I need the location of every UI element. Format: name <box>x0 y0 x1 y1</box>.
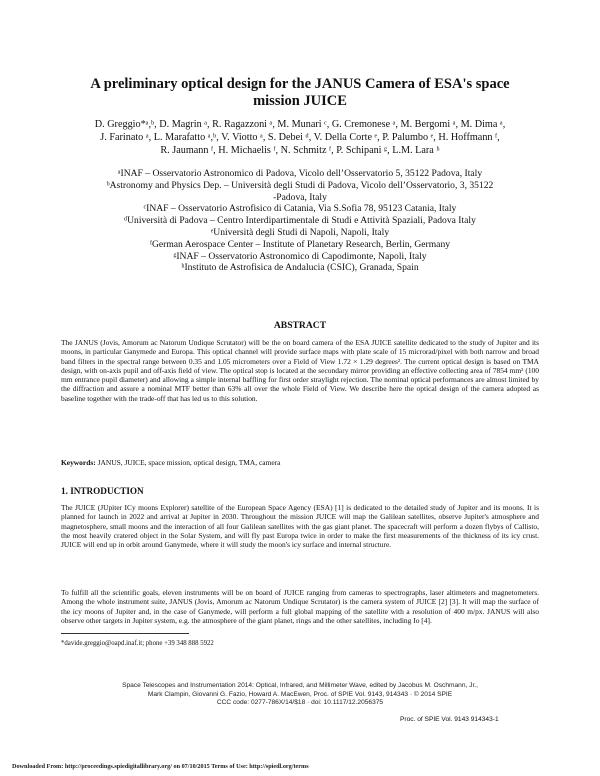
copyright-block <box>80 682 520 708</box>
author-line-3: R. Jaumann ᶠ, H. Michaelis ᶠ, N. Schmitz ᶠ, P. Schipani ᵍ, L.M. Lara ʰ <box>160 145 440 157</box>
intro-paragraph-2: To fulfill all the scientific goals, eleven instruments will be on board of JUICE ranging from cameras to spectrographs, laser altimeters and magnetometers. Among the whole instrument suite, JANUS (Jovis, Amorum ac Natorum Undique Scrutator) is the camera system of JUICE [2] [3]. It will map the surface of the icy moons of Jupiter and, in the case of Ganymede, will perform a full global mapping of the satellite with a resolution of 400 m/px. JANUS will also observe other targets in Jupiter system, e.g. the atmosphere of the giant planet, rings and the other satellites, including Io [4]. <box>61 588 539 625</box>
affiliation-h: ʰInstituto de Astrofisica de Andalucia (CSIC), Granada, Spain <box>181 262 419 274</box>
paper-title <box>60 76 540 110</box>
page-number: Proc. of SPIE Vol. 9143 914343-1 <box>400 716 499 723</box>
affiliation-a: ᵃINAF – Osservatorio Astronomico di Padova, Vicolo dell’Osservatorio 5, 35122 Padova, Italy <box>117 168 483 179</box>
affiliation-e: ᵉUniversità degli Studi di Napoli, Napoli, Italy <box>210 226 390 238</box>
affiliation-g: ᵍINAF – Osservatorio Astronomico di Capodimonte, Napoli, Italy <box>173 250 427 262</box>
affiliation-c: ᶜINAF – Osservatorio Astrofisico di Catania, Via S.Sofia 78, 95123 Catania, Italy <box>143 203 457 215</box>
section-heading-introduction: 1. INTRODUCTION <box>61 486 144 496</box>
affiliation-b-line-2: -Padova, Italy <box>273 191 327 203</box>
abstract-text: The JANUS (Jovis, Amorum ac Natorum Undique Scrutator) will be the on board camera of the ESA JUICE satellite dedicated to the study of Jupiter and its moons, in particular Ganymede and Europa. This optical channel will provide surface maps with plate scale of 15 microrad/pixel with both narrow and broad band filters in the spectral range between 0.35 and 1.05 micrometers over a Field of View 1.72 × 1.29 degrees². The current optical design is based on TMA design, with on-axis pupil and off-axis field of view. The optical stop is located at the secondary mirror providing an effective collecting area of 7854 mm² (100 mm entrance pupil diameter) and allowing a simple internal baffling for first order straylight rejection. The nominal optical performances are almost limited by the diffraction and assure a nominal MTF better than 63% all over the whole Field of View. We describe here the optical design of the camera adopted as baseline together with the trade-off that has led us to this solution. <box>61 338 539 403</box>
abstract-heading: ABSTRACT <box>273 320 327 331</box>
copyright-line-1: Space Telescopes and Instrumentation 2014: Optical, Infrared, and Millimeter Wave, edited by Jacobus M. Oschmann, Jr., <box>122 682 478 689</box>
author-line-2: J. Farinato ᵃ, L. Marafatto ᵃ,ᵇ, V. Viotto ᵃ, S. Debei ᵈ, V. Della Corte ᵉ, P. Palumbo ᵉ, H. Hoffmann ᶠ, <box>100 132 500 144</box>
title-line-1: A preliminary optical design for the JANUS Camera of ESA's space <box>90 76 510 92</box>
title-line-2: mission JUICE <box>253 93 347 109</box>
copyright-line-3: CCC code: 0277-786X/14/$18 · doi: 10.1117/12.2056375 <box>216 699 384 707</box>
footnote-rule <box>61 633 189 634</box>
author-list <box>50 118 550 158</box>
intro-paragraph-1: The JUICE (JUpiter ICy moons Explorer) satellite of the European Space Agency (ESA) [1] is dedicated to the detailed study of Jupiter and its moons. It is planned for launch in 2022 and arrival at Jupiter in 2030. Throughout the mission JUICE will map the Galilean satellites, observe Jupiter's atmosphere and magnetosphere, small moons and the interaction of all four Galilean satellites with the gas giant planet. The spacecraft will perform a dozen flybys of Callisto, the most heavily cratered object in the Solar System, and will fly past Europa twice in order to make the first measurements of the thickness of its icy crust. JUICE will end up in orbit around Ganymede, where it will study the moon's icy surface and internal structure. <box>61 503 539 550</box>
affiliation-b-line-1: ᵇAstronomy and Physics Dep. – Università degli Studi di Padova, Vicolo dell’Osservatorio, 3, 35122 <box>106 179 494 191</box>
affiliation-d: ᵈUniversità di Padova – Centro Interdipartimentale di Studi e Attività Spaziali, Padova Italy <box>124 215 476 227</box>
keywords-label: Keywords: <box>61 458 96 467</box>
keywords-text: JANUS, JUICE, space mission, optical design, TMA, camera <box>95 458 281 467</box>
keywords <box>61 458 539 467</box>
affiliations <box>50 168 550 274</box>
copyright-line-2: Mark Clampin, Giovanni G. Fazio, Howard A. MacEwen, Proc. of SPIE Vol. 9143, 914343 · © 2014 SPIE <box>147 690 453 698</box>
footnote-contact: *davide.greggio@oapd.inaf.it; phone +39 348 888 5922 <box>61 640 214 647</box>
download-footer: Downloaded From: http://proceedings.spiedigitallibrary.org/ on 07/10/2015 Terms of Use: http://spiedl.org/terms <box>12 763 309 770</box>
affiliation-f: ᶠGerman Aerospace Center – Institute of Planetary Research, Berlin, Germany <box>149 238 451 250</box>
author-line-1: D. Greggio*ᵃ,ᵇ, D. Magrin ᵃ, R. Ragazzoni ᵃ, M. Munari ᶜ, G. Cremonese ᵃ, M. Bergomi ᵃ, M. Dima ᵃ, <box>94 119 506 130</box>
